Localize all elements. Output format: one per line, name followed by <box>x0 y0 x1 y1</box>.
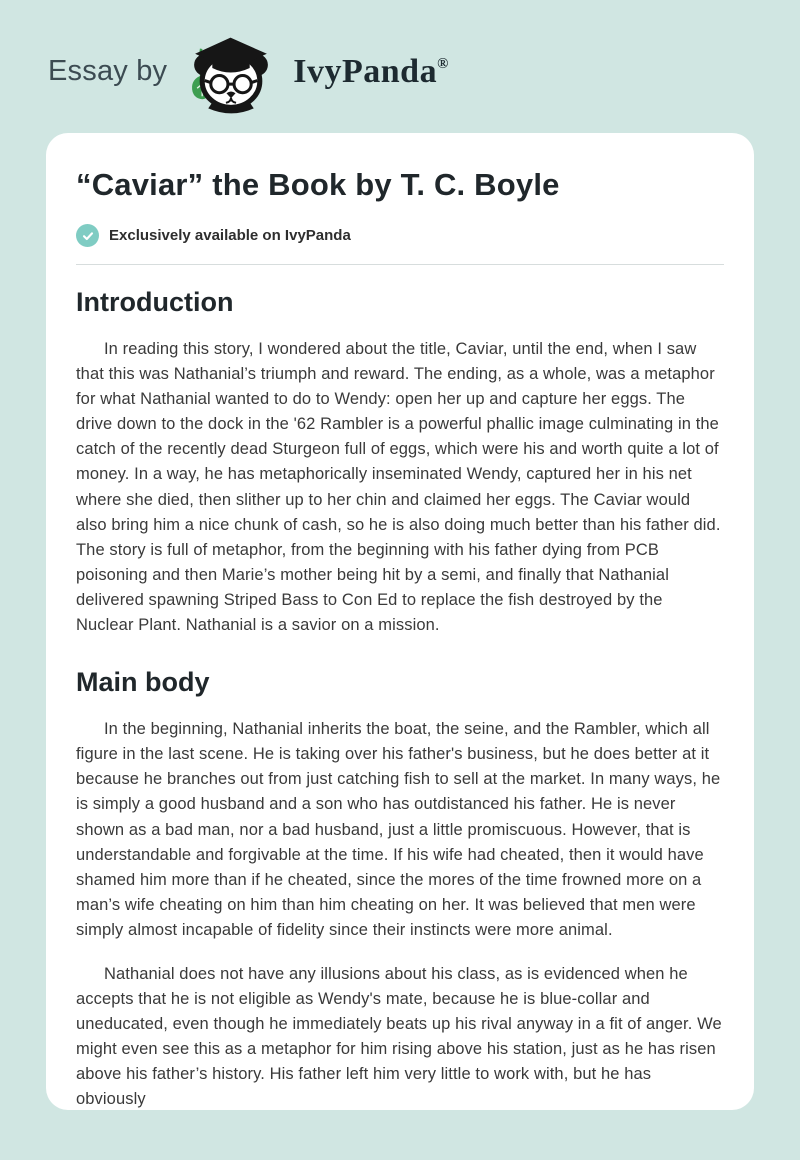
availability-badge-label: Exclusively available on IvyPanda <box>109 227 351 244</box>
section-heading-introduction: Introduction <box>76 287 234 317</box>
check-icon <box>76 224 99 247</box>
brand-wordmark <box>293 53 449 91</box>
main-body-paragraph-2: Nathanial does not have any illusions about his class, as is evidenced when he accepts that he is not eligible as Wendy's mate, because he is blue-collar and uneducated, even though he immediately beats up his rival anyway in a fit of anger. We might even see this as a metaphor for him rising above his station, just as he has risen above his father’s history. His father left him very little to work with, but he has obviously <box>76 964 722 1109</box>
essay-by-label: Essay by <box>48 55 168 87</box>
essay-card <box>46 133 754 1110</box>
ivypanda-panda-logo-icon <box>183 30 279 114</box>
page-title: “Caviar” the Book by T. C. Boyle <box>76 167 560 202</box>
intro-paragraph: In reading this story, I wondered about the title, Caviar, until the end, when I saw that this was Nathanial’s triumph and reward. The ending, as a whole, was a metaphor for what Nathanial wanted to do to Wendy: open her up and capture her eggs. The drive down to the dock in the '62 Rambler is a powerful phallic image culminating in the catch of the recently dead Sturgeon full of eggs, which were his and worth quite a lot of money. In a way, he has metaphorically inseminated Wendy, captured her in his net where she died, then slither up to her chin and claimed her eggs. The Caviar would also bring him a nice chunk of cash, so he is also doing much better than his father did. The story is full of metaphor, from the beginning with his father dying from PCB poisoning and then Marie’s mother being hit by a semi, and finally that Nathanial delivered spawning Striped Bass to Con Ed to replace the fish destroyed by the Nuclear Plant. Nathanial is a savior on a mission. <box>76 340 721 635</box>
main-body-paragraph-1: In the beginning, Nathanial inherits the boat, the seine, and the Rambler, which all figure in the last scene. He is taking over his father's business, but he does better at it because he branches out from just catching fish to sell at the market. In many ways, he is simply a good husband and a son who has outdistanced his father. He is never shown as a bad man, nor a bad husband, just a little promiscuous. However, that is understandable and forgivable at the time. If his wife had cheated, then it would have shamed him more than if he cheated, since the mores of the time frowned more on a man’s wife cheating on him than him cheating on her. It was believed that men were simply almost incapable of fidelity since their instincts were more animal. <box>76 720 721 939</box>
divider <box>76 264 724 265</box>
registered-trademark: ® <box>437 55 449 72</box>
brand-name: IvyPanda <box>293 52 438 90</box>
site-header <box>0 0 800 133</box>
section-heading-main-body: Main body <box>76 667 210 698</box>
availability-badge <box>76 224 724 247</box>
